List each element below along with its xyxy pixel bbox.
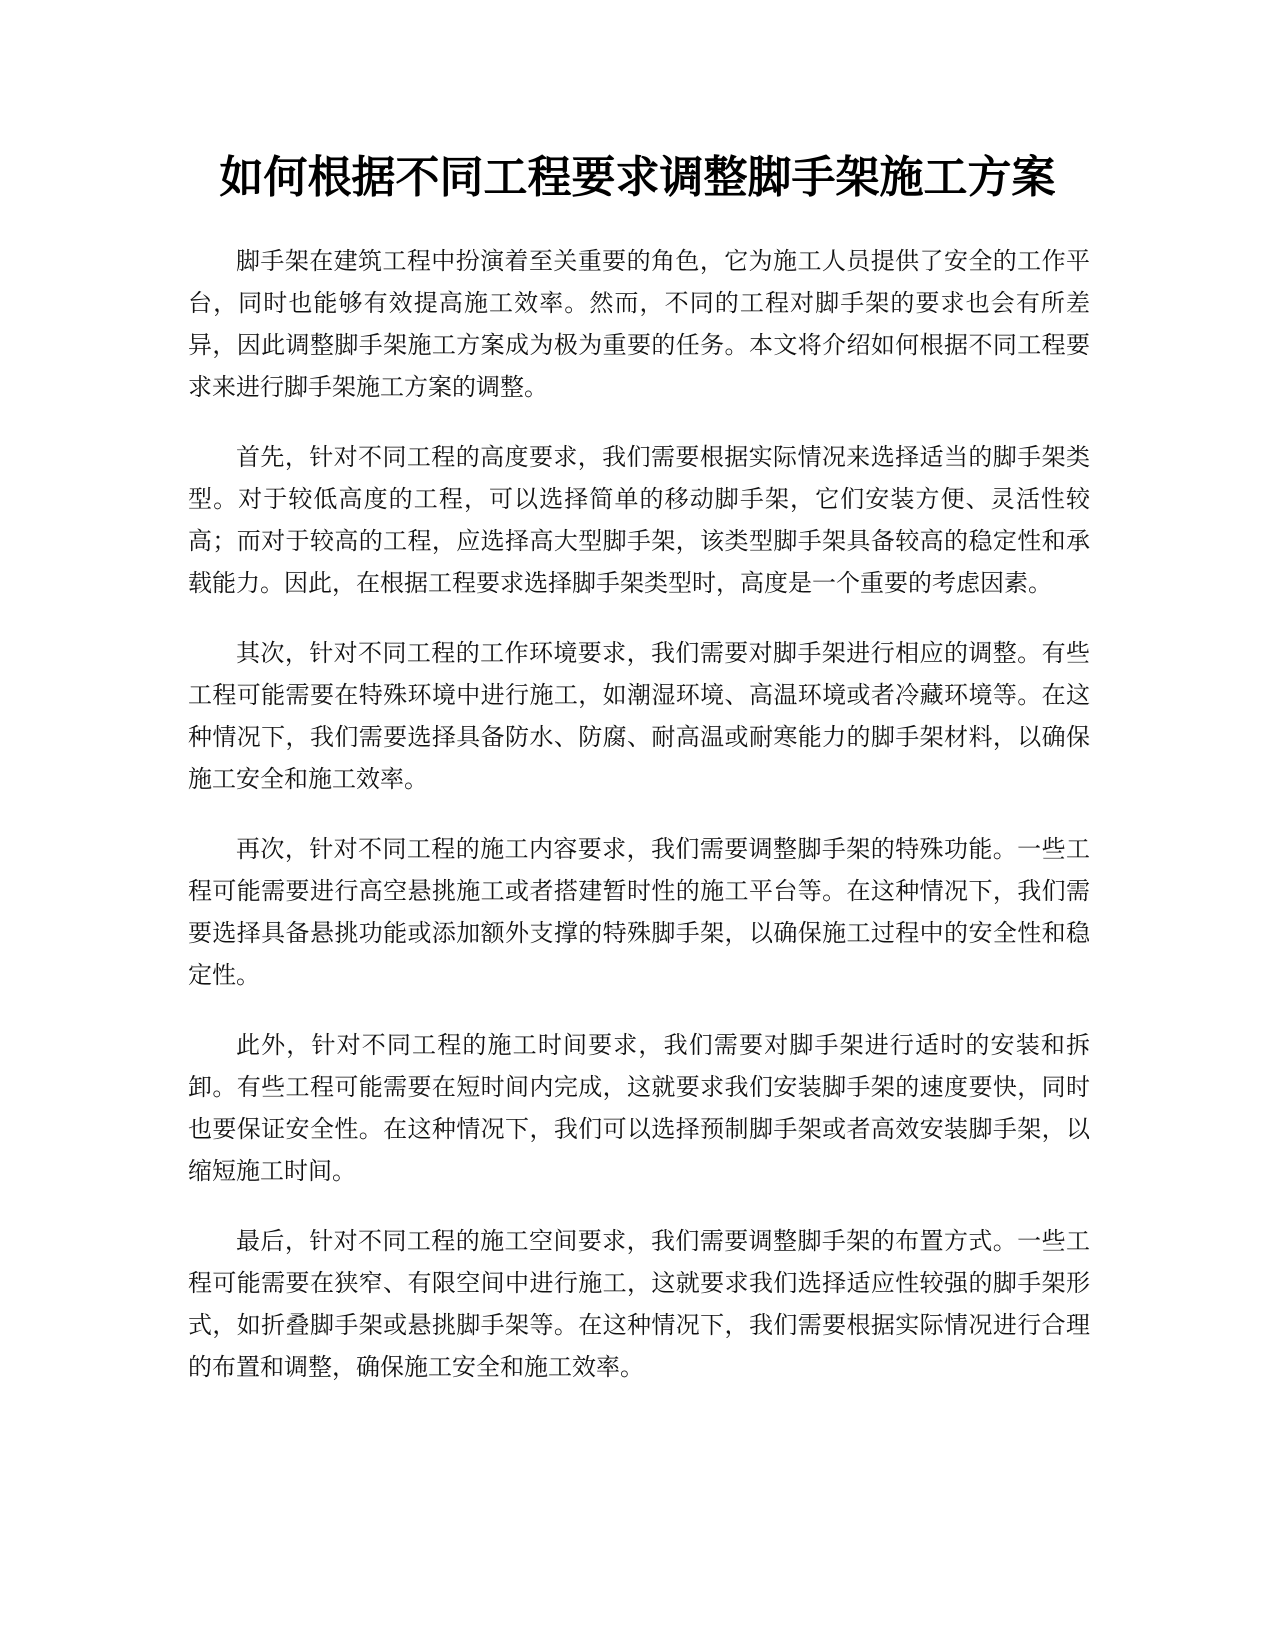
paragraph-intro: 脚手架在建筑工程中扮演着至关重要的角色，它为施工人员提供了安全的工作平台，同时也能够有效提高施工效率。然而，不同的工程对脚手架的要求也会有所差异，因此调整脚手架施工方案成为极为重要的任务。本文将介绍如何根据不同工程要求来进行脚手架施工方案的调整。 [188,247,1090,401]
paragraph-construction-content: 再次，针对不同工程的施工内容要求，我们需要调整脚手架的特殊功能。一些工程可能需要进行高空悬挑施工或者搭建暂时性的施工平台等。在这种情况下，我们需要选择具备悬挑功能或添加额外支撑的特殊脚手架，以确保施工过程中的安全性和稳定性。 [188,835,1090,989]
paragraph-environment-requirements: 其次，针对不同工程的工作环境要求，我们需要对脚手架进行相应的调整。有些工程可能需要在特殊环境中进行施工，如潮湿环境、高温环境或者冷藏环境等。在这种情况下，我们需要选择具备防水、防腐、耐高温或耐寒能力的脚手架材料，以确保施工安全和施工效率。 [188,639,1090,793]
document-title: 如何根据不同工程要求调整脚手架施工方案 [219,152,1056,203]
paragraph-construction-space: 最后，针对不同工程的施工空间要求，我们需要调整脚手架的布置方式。一些工程可能需要在狭窄、有限空间中进行施工，这就要求我们选择适应性较强的脚手架形式，如折叠脚手架或悬挑脚手架等。在这种情况下，我们需要根据实际情况进行合理的布置和调整，确保施工安全和施工效率。 [188,1227,1090,1381]
document-body [188,240,1090,1416]
paragraph-height-requirements: 首先，针对不同工程的高度要求，我们需要根据实际情况来选择适当的脚手架类型。对于较低高度的工程，可以选择简单的移动脚手架，它们安装方便、灵活性较高；而对于较高的工程，应选择高大型脚手架，该类型脚手架具备较高的稳定性和承载能力。因此，在根据工程要求选择脚手架类型时，高度是一个重要的考虑因素。 [188,443,1090,597]
paragraph-construction-time: 此外，针对不同工程的施工时间要求，我们需要对脚手架进行适时的安装和拆卸。有些工程可能需要在短时间内完成，这就要求我们安装脚手架的速度要快，同时也要保证安全性。在这种情况下，我们可以选择预制脚手架或者高效安装脚手架，以缩短施工时间。 [188,1031,1090,1185]
